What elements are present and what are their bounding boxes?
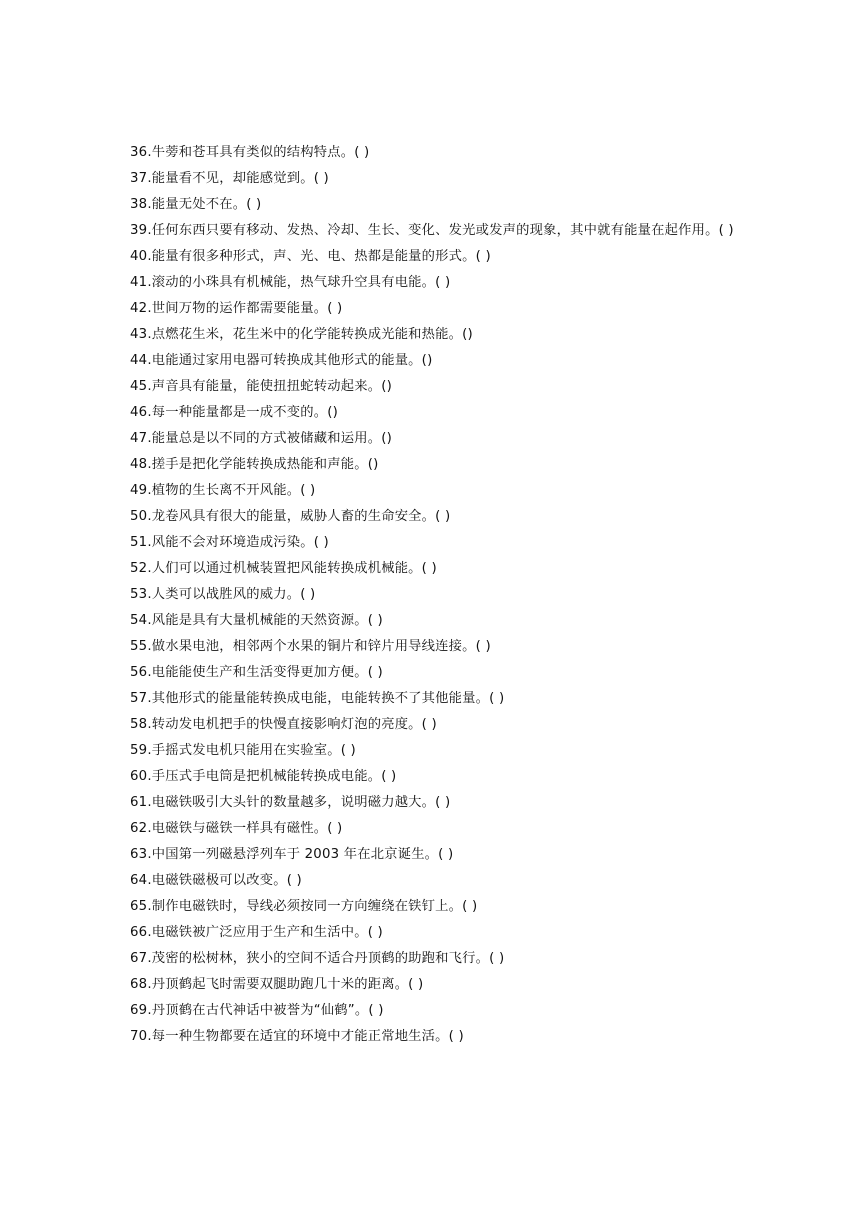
question-70: 70.每一种生物都要在适宜的环境中才能正常地生活。( ) [130, 1029, 464, 1044]
question-61: 61.电磁铁吸引大头针的数量越多，说明磁力越大。( ) [130, 795, 451, 810]
question-48: 48.搓手是把化学能转换成热能和声能。() [130, 457, 379, 472]
question-47: 47.能量总是以不同的方式被储藏和运用。() [130, 431, 392, 446]
question-69: 69.丹顶鹤在古代神话中被誉为“仙鹤”。( ) [130, 1003, 384, 1018]
question-45: 45.声音具有能量，能使扭扭蛇转动起来。() [130, 379, 392, 394]
question-62: 62.电磁铁与磁铁一样具有磁性。( ) [130, 821, 343, 836]
question-53: 53.人类可以战胜风的威力。( ) [130, 587, 316, 602]
question-43: 43.点燃花生米，花生米中的化学能转换成光能和热能。() [130, 327, 473, 342]
question-54: 54.风能是具有大量机械能的天然资源。( ) [130, 613, 383, 628]
question-50: 50.龙卷风具有很大的能量，威胁人畜的生命安全。( ) [130, 509, 451, 524]
question-49: 49.植物的生长离不开风能。( ) [130, 483, 316, 498]
question-66: 66.电磁铁被广泛应用于生产和生活中。( ) [130, 925, 383, 940]
question-51: 51.风能不会对环境造成污染。( ) [130, 535, 329, 550]
question-42: 42.世间万物的运作都需要能量。( ) [130, 301, 343, 316]
question-63: 63.中国第一列磁悬浮列车于 2003 年在北京诞生。( ) [130, 847, 454, 862]
question-39: 39.任何东西只要有移动、发热、冷却、生长、变化、发光或发声的现象，其中就有能量在起作用。( ) [130, 223, 734, 238]
question-44: 44.电能通过家用电器可转换成其他形式的能量。() [130, 353, 433, 368]
question-38: 38.能量无处不在。( ) [130, 197, 262, 212]
question-57: 57.其他形式的能量能转换成电能，电能转换不了其他能量。( ) [130, 691, 505, 706]
question-65: 65.制作电磁铁时，导线必须按同一方向缠绕在铁钉上。( ) [130, 899, 478, 914]
question-64: 64.电磁铁磁极可以改变。( ) [130, 873, 302, 888]
question-60: 60.手压式手电筒是把机械能转换成电能。( ) [130, 769, 397, 784]
question-59: 59.手摇式发电机只能用在实验室。( ) [130, 743, 356, 758]
question-41: 41.滚动的小珠具有机械能，热气球升空具有电能。( ) [130, 275, 451, 290]
question-46: 46.每一种能量都是一成不变的。() [130, 405, 338, 420]
question-58: 58.转动发电机把手的快慢直接影响灯泡的亮度。( ) [130, 717, 437, 732]
question-67: 67.茂密的松树林，狭小的空间不适合丹顶鹤的助跑和飞行。( ) [130, 951, 505, 966]
question-68: 68.丹顶鹤起飞时需要双腿助跑几十米的距离。( ) [130, 977, 424, 992]
question-52: 52.人们可以通过机械装置把风能转换成机械能。( ) [130, 561, 437, 576]
question-37: 37.能量看不见，却能感觉到。( ) [130, 171, 329, 186]
question-40: 40.能量有很多种形式，声、光、电、热都是能量的形式。( ) [130, 249, 491, 264]
question-56: 56.电能能使生产和生活变得更加方便。( ) [130, 665, 383, 680]
question-list [130, 140, 740, 1050]
question-36: 36.牛蒡和苍耳具有类似的结构特点。( ) [130, 145, 370, 160]
question-55: 55.做水果电池，相邻两个水果的铜片和锌片用导线连接。( ) [130, 639, 491, 654]
